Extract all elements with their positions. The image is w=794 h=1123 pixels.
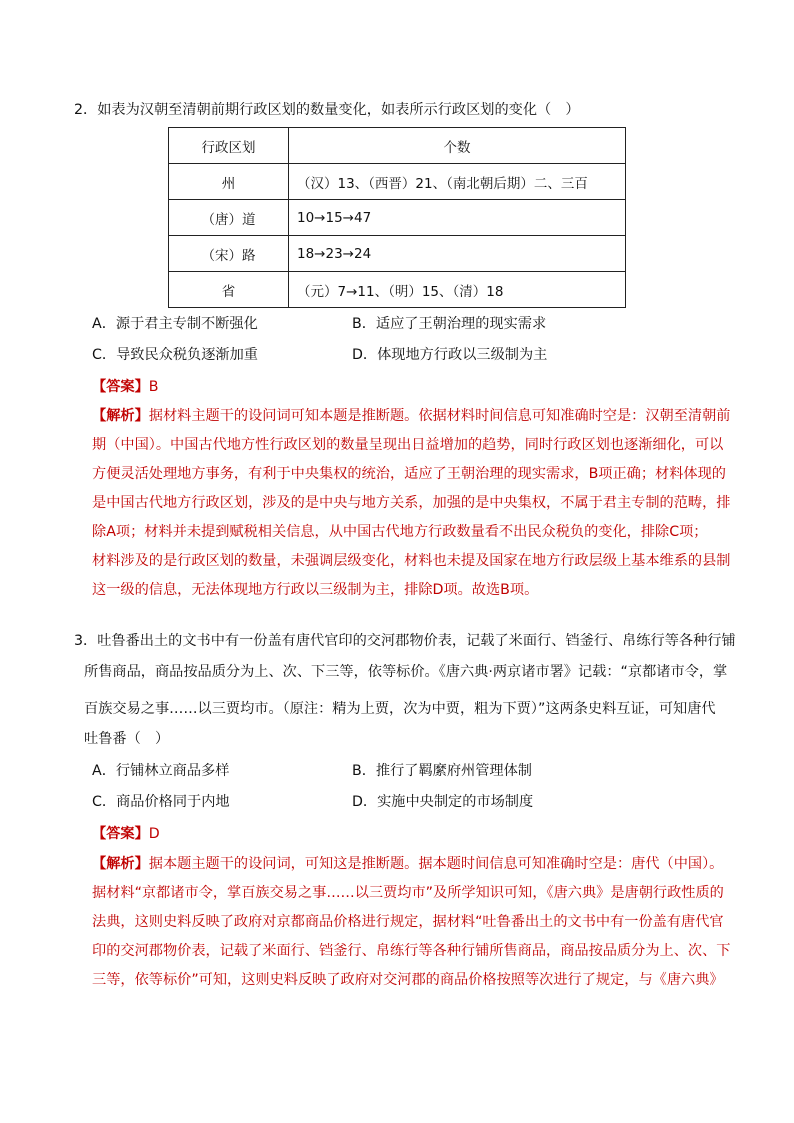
- analysis-tag: 【解析】: [92, 856, 149, 872]
- answer-tag: 【答案】: [92, 379, 149, 395]
- table-cell-value: （汉）13、（西晋）21、（南北朝后期）二、三百: [289, 164, 626, 200]
- table-cell-value: 18→23→24: [289, 236, 626, 272]
- q3-stem-line: 吐鲁番（ ）: [84, 731, 170, 747]
- analysis-line: 法典，这则史料反映了政府对京都商品价格进行规定，据材料“吐鲁番出土的文书中有一份盖有唐代官: [92, 914, 724, 930]
- analysis-line: 印的交河郡物价表，记载了米面行、铛釜行、帛练行等各种行铺所售商品，商品按品质分为上、次、下: [92, 943, 731, 959]
- analysis-line: 【解析】据本题主题干的设问词，可知这是推断题。据本题时间信息可知准确时空是：唐代（中国）。: [92, 856, 724, 872]
- table-row: [169, 200, 626, 236]
- table-header-row: [169, 128, 626, 164]
- q2-table: [168, 127, 626, 308]
- q2-answer: [92, 376, 159, 396]
- table-header-cell: 行政区划: [169, 128, 289, 164]
- table-row: [169, 164, 626, 200]
- q3-option-c: C．商品价格同于内地: [92, 794, 230, 810]
- table-row: [169, 272, 626, 308]
- q2-option-d: D．体现地方行政以三级制为主: [352, 347, 548, 363]
- analysis-line: 方便灵活处理地方事务，有利于中央集权的统治，适应了王朝治理的现实需求，B项正确；材料体现的: [92, 466, 726, 482]
- q3-option-b: B．推行了羁縻府州管理体制: [352, 763, 532, 779]
- q2-option-a: A．源于君主专制不断强化: [92, 316, 258, 332]
- analysis-line: 期（中国）。中国古代地方性行政区划的数量呈现出日益增加的趋势，同时行政区划也逐渐细化，可以: [92, 437, 724, 453]
- table-cell-name: 省: [169, 272, 289, 308]
- q3-stem-line: 所售商品，商品按品质分为上、次、下三等，依等标价。《唐六典·两京诸市署》记载：“京都诸市令，掌: [84, 664, 728, 680]
- table-cell-value: （元）7→11、（明）15、（清）18: [289, 272, 626, 308]
- analysis-line: 【解析】据材料主题干的设问词可知本题是推断题。依据材料时间信息可知准确时空是：汉朝至清朝前: [92, 408, 731, 424]
- analysis-line: 这一级的信息，无法体现地方行政以三级制为主，排除D项。故选B项。: [92, 582, 539, 598]
- q2-option-b: B．适应了王朝治理的现实需求: [352, 316, 547, 332]
- answer-value: B: [148, 379, 159, 395]
- answer-value: D: [148, 826, 160, 842]
- q3-stem-line: 百族交易之事……以三贾均市。（原注：精为上贾，次为中贾，粗为下贾）”这两条史料互证，可知唐代: [84, 701, 716, 717]
- analysis-line: 是中国古代地方行政区划，涉及的是中央与地方关系，加强的是中央集权，不属于君主专制的范畴，排: [92, 495, 731, 511]
- q2-option-c: C．导致民众税负逐渐加重: [92, 347, 258, 363]
- q3-option-a: A．行铺林立商品多样: [92, 763, 230, 779]
- q3-answer: [92, 823, 160, 843]
- table-row: [169, 236, 626, 272]
- q3-option-d: D．实施中央制定的市场制度: [352, 794, 534, 810]
- analysis-line: 除A项；材料并未提到赋税相关信息，从中国古代地方行政数量看不出民众税负的变化，排除C项；: [92, 524, 708, 540]
- analysis-line: 材料涉及的是行政区划的数量，未强调层级变化，材料也未提及国家在地方行政层级上基本维系的县制: [92, 553, 731, 569]
- analysis-tag: 【解析】: [92, 408, 149, 424]
- q3-stem-line: 3．吐鲁番出土的文书中有一份盖有唐代官印的交河郡物价表，记载了米面行、铛釜行、帛练行等各种行铺: [74, 633, 736, 649]
- q2-analysis: [92, 402, 732, 605]
- table-header-cell: 个数: [289, 128, 626, 164]
- analysis-line: 三等，依等标价”可知，这则史料反映了政府对交河郡的商品价格按照等次进行了规定，与《唐六典》: [92, 972, 724, 988]
- q2-stem: 2．如表为汉朝至清朝前期行政区划的数量变化，如表所示行政区划的变化（ ）: [74, 102, 580, 118]
- table-cell-name: （宋）路: [169, 236, 289, 272]
- answer-tag: 【答案】: [92, 826, 149, 842]
- table-cell-value: 10→15→47: [289, 200, 626, 236]
- table-cell-name: （唐）道: [169, 200, 289, 236]
- q3-analysis: [92, 850, 752, 995]
- analysis-line: 据材料“京都诸市令，掌百族交易之事……以三贾均市”及所学知识可知，《唐六典》是唐朝行政性质的: [92, 885, 724, 901]
- table-cell-name: 州: [169, 164, 289, 200]
